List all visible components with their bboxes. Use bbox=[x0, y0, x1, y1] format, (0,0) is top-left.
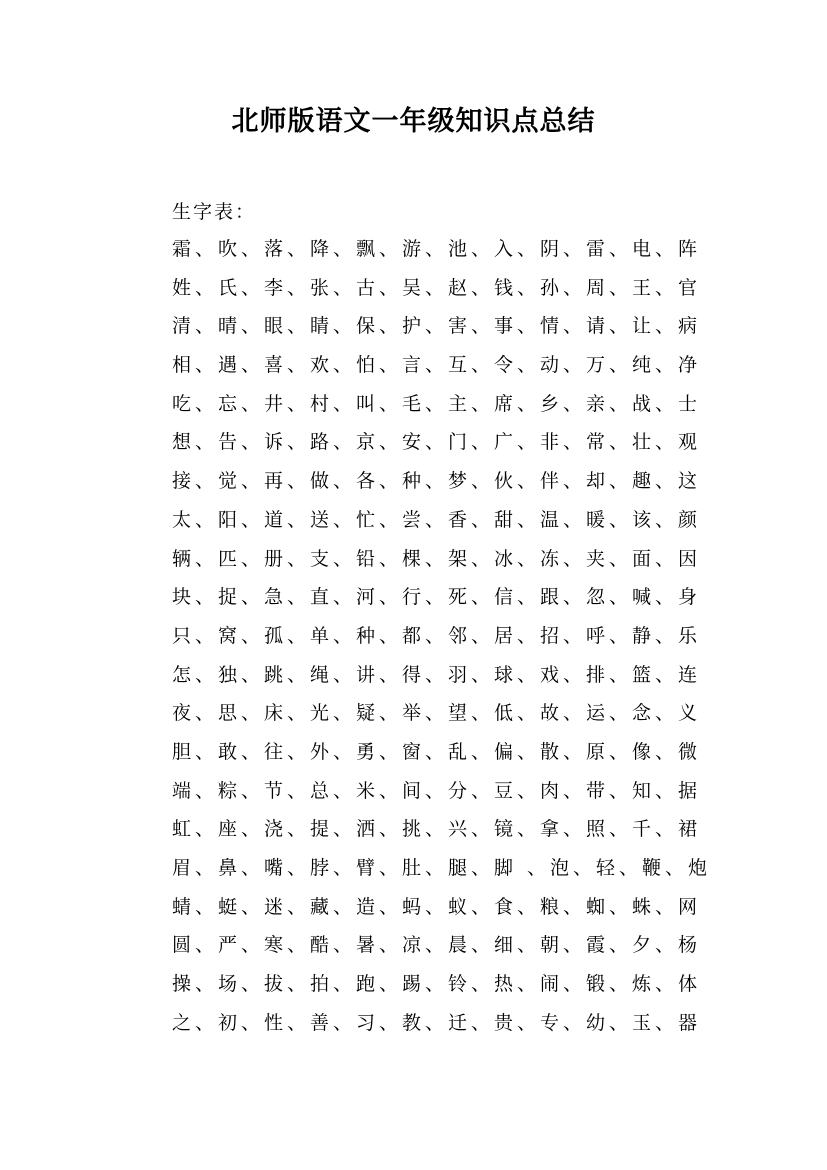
character-row: 只、窝、孤、单、种、都、邻、居、招、呼、静、乐 bbox=[172, 624, 702, 647]
character-row: 操、场、拔、拍、跑、踢、铃、热、闹、锻、炼、体 bbox=[172, 973, 702, 996]
character-row: 之、初、性、善、习、教、迁、贵、专、幼、玉、器 bbox=[172, 1011, 702, 1034]
character-row: 相、遇、喜、欢、怕、言、互、令、动、万、纯、净 bbox=[172, 354, 702, 377]
character-row: 太、阳、道、送、忙、尝、香、甜、温、暖、该、颜 bbox=[172, 508, 702, 531]
character-row: 接、觉、再、做、各、种、梦、伙、伴、却、趣、这 bbox=[172, 470, 702, 493]
character-row: 夜、思、床、光、疑、举、望、低、故、运、念、义 bbox=[172, 702, 702, 725]
character-row: 端、粽、节、总、米、间、分、豆、肉、带、知、据 bbox=[172, 779, 702, 802]
character-row: 蜻、蜓、迷、藏、造、蚂、蚁、食、粮、蜘、蛛、网 bbox=[172, 895, 702, 918]
character-row: 块、捉、急、直、河、行、死、信、跟、忽、喊、身 bbox=[172, 586, 702, 609]
character-row: 想、告、诉、路、京、安、门、广、非、常、壮、观 bbox=[172, 431, 702, 454]
page-title: 北师版语文一年级知识点总结 bbox=[231, 106, 596, 137]
character-row: 辆、匹、册、支、铅、棵、架、冰、冻、夹、面、因 bbox=[172, 547, 702, 570]
character-row: 眉、鼻、嘴、脖、臂、肚、腿、脚 、泡、轻、鞭、炮 bbox=[172, 857, 712, 879]
character-row: 圆、严、寒、酷、暑、凉、晨、细、朝、霞、夕、杨 bbox=[172, 934, 702, 957]
character-row: 虹、座、浇、提、洒、挑、兴、镜、拿、照、千、裙 bbox=[172, 818, 702, 841]
character-row: 姓、氏、李、张、古、吴、赵、钱、孙、周、王、官 bbox=[172, 276, 702, 299]
character-row: 怎、独、跳、绳、讲、得、羽、球、戏、排、篮、连 bbox=[172, 663, 702, 686]
section-label: 生字表： bbox=[172, 201, 257, 223]
character-list bbox=[172, 234, 732, 1046]
character-row: 霜、吹、落、降、飘、游、池、入、阴、雷、电、阵 bbox=[172, 238, 702, 260]
character-row: 清、晴、眼、睛、保、护、害、事、情、请、让、病 bbox=[172, 315, 702, 338]
character-row: 胆、敢、往、外、勇、窗、乱、偏、散、原、像、微 bbox=[172, 740, 702, 763]
character-row: 吃、忘、井、村、叫、毛、主、席、乡、亲、战、士 bbox=[172, 392, 702, 415]
